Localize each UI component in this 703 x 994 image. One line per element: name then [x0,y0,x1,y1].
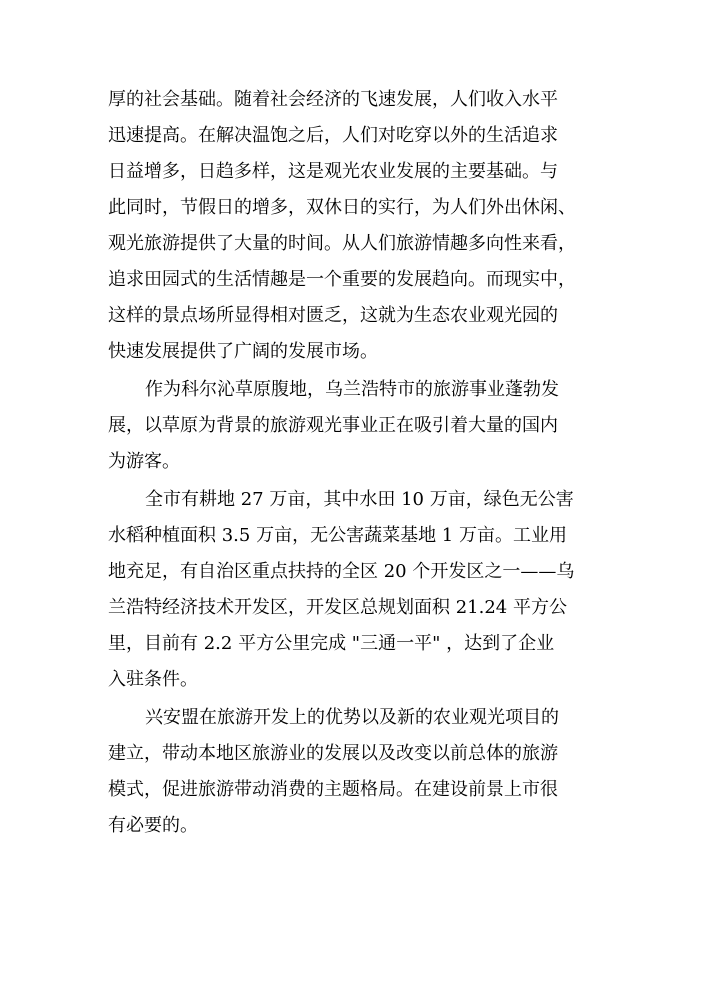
text-line: 地充足，有自治区重点扶持的全区 20 个开发区之一——乌 [108,561,575,582]
text-line: 展，以草原为背景的旅游观光事业正在吸引着大量的国内 [108,415,558,436]
text-line: 这样的景点场所显得相对匮乏，这就为生态农业观光园的 [108,305,558,326]
text-line: 厚的社会基础。随着社会经济的飞速发展，人们收入水平 [108,89,558,110]
text-line: 水稻种植面积 3.5 万亩，无公害蔬菜基地 1 万亩。工业用 [108,525,567,546]
text-line: 入驻条件。 [108,669,198,690]
text-line: 建立，带动本地区旅游业的发展以及改变以前总体的旅游 [108,743,558,764]
text-line: 快速发展提供了广阔的发展市场。 [108,341,378,362]
text-line: 观光旅游提供了大量的时间。从人们旅游情趣多向性来看， [108,233,576,254]
text-line: 为游客。 [108,451,180,472]
text-line: 兰浩特经济技术开发区，开发区总规划面积 21.24 平方公 [108,597,567,618]
text-line: 作为科尔沁草原腹地，乌兰浩特市的旅游事业蓬勃发 [145,379,559,400]
text-line: 日益增多，日趋多样，这是观光农业发展的主要基础。与 [108,161,558,182]
text-line: 有必要的。 [108,815,198,836]
text-line: 迅速提高。在解决温饱之后，人们对吃穿以外的生活追求 [108,125,558,146]
text-line: 兴安盟在旅游开发上的优势以及新的农业观光项目的 [145,707,559,728]
text-line: 模式，促进旅游带动消费的主题格局。在建设前景上市很 [108,779,558,800]
text-line: 追求田园式的生活情趣是一个重要的发展趋向。而现实中， [108,269,576,290]
text-line: 此同时，节假日的增多，双休日的实行，为人们外出休闲、 [108,197,576,218]
text-line: 里，目前有 2.2 平方公里完成 "三通一平" ，达到了企业 [108,633,555,654]
text-line: 全市有耕地 27 万亩，其中水田 10 万亩，绿色无公害 [145,489,574,510]
